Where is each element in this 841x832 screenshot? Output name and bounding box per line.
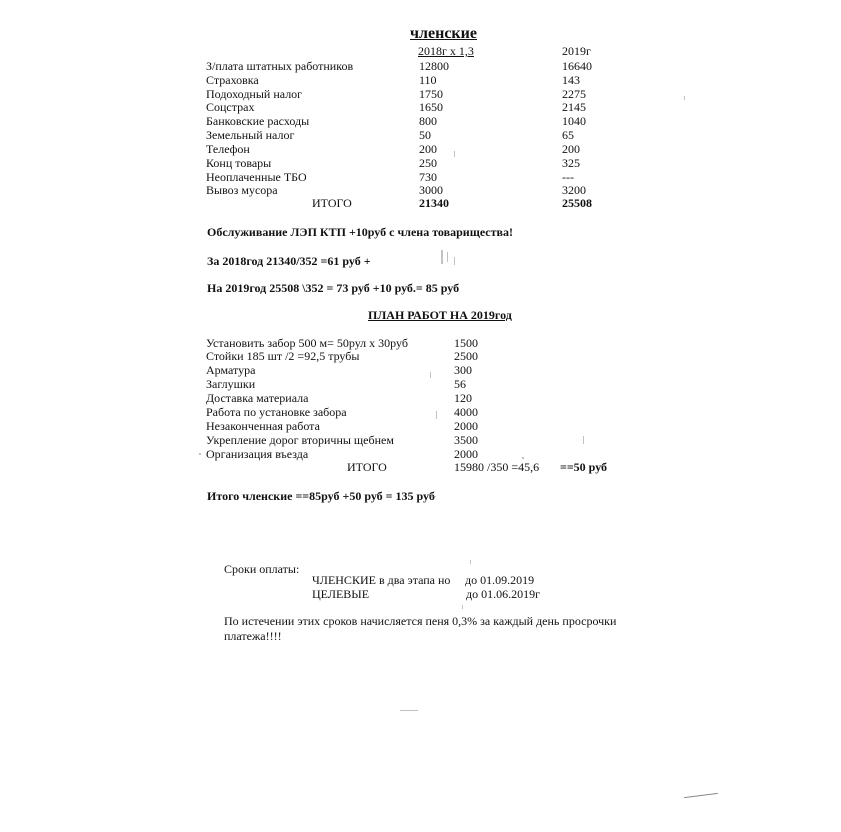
- expense-value-2018: 730: [419, 170, 437, 184]
- expense-label: Подоходный налог: [206, 87, 303, 101]
- note-2018-calculation: За 2018год 21340/352 =61 руб +: [207, 254, 371, 268]
- expense-value-2018: 250: [419, 156, 437, 170]
- plan-total-result: ==50 руб: [560, 460, 608, 474]
- plan-item-value: 300: [454, 363, 472, 377]
- payment-term-membership: ЧЛЕНСКИЕ в два этапа но: [312, 573, 451, 587]
- expense-value-2018: 800: [419, 114, 437, 128]
- plan-title: ПЛАН РАБОТ НА 2019год: [368, 308, 512, 322]
- scan-speck: [454, 151, 455, 157]
- plan-item-label: Стойки 185 шт /2 =92,5 трубы: [206, 349, 360, 363]
- expense-label: Соцстрах: [206, 100, 255, 114]
- scan-speck: [199, 453, 201, 455]
- expense-value-2018: 3000: [419, 183, 443, 197]
- scan-speck: [441, 250, 443, 264]
- expense-value-2019: 16640: [562, 59, 592, 73]
- plan-total-calculation: 15980 /350 =45,6: [454, 460, 540, 474]
- scan-speck: [430, 496, 436, 497]
- document-title: членские: [410, 25, 477, 42]
- expense-label: Неоплаченные ТБО: [206, 170, 307, 184]
- plan-item-label: Работа по установке забора: [206, 405, 347, 419]
- scan-mark: [684, 793, 718, 798]
- expense-value-2019: 65: [562, 128, 574, 142]
- expense-label: Страховка: [206, 73, 259, 87]
- scan-speck: [400, 710, 418, 711]
- expense-value-2019: 2145: [562, 100, 586, 114]
- note-lep-service: Обслуживание ЛЭП КТП +10руб с члена товарищества!: [207, 225, 514, 239]
- plan-item-label: Незаконченная работа: [206, 419, 320, 433]
- expense-value-2018: 200: [419, 142, 437, 156]
- plan-item-value: 2000: [454, 447, 478, 461]
- payment-terms-title: Сроки оплаты:: [224, 562, 300, 576]
- expense-value-2019: 3200: [562, 183, 586, 197]
- plan-item-label: Заглушки: [206, 377, 256, 391]
- payment-term-membership-date: до 01.09.2019: [465, 573, 535, 587]
- expense-total-2019: 25508: [562, 196, 592, 210]
- expense-value-2019: ---: [562, 170, 574, 184]
- plan-item-value: 1500: [454, 336, 478, 350]
- expense-total-label: ИТОГО: [312, 196, 352, 210]
- plan-item-label: Доставка материала: [206, 391, 309, 405]
- expense-label: Телефон: [206, 142, 250, 156]
- scan-speck: [447, 252, 448, 262]
- scan-speck: [522, 457, 524, 459]
- expense-value-2018: 1750: [419, 87, 443, 101]
- plan-item-value: 120: [454, 391, 472, 405]
- expense-label: Вывоз мусора: [206, 183, 278, 197]
- column-header-2019: 2019г: [562, 44, 591, 58]
- expense-label: Земельный налог: [206, 128, 295, 142]
- expense-value-2018: 50: [419, 128, 431, 142]
- scan-speck: [462, 605, 463, 609]
- note-2019-calculation: На 2019год 25508 \352 = 73 руб +10 руб.= 85 руб: [207, 281, 460, 295]
- expense-value-2018: 110: [419, 73, 437, 87]
- expense-label: Банковские расходы: [206, 114, 310, 128]
- scan-speck: [684, 96, 685, 100]
- plan-item-value: 56: [454, 377, 466, 391]
- expense-label: З/плата штатных работников: [206, 59, 354, 73]
- payment-term-target: ЦЕЛЕВЫЕ: [312, 587, 370, 601]
- plan-item-label: Арматура: [206, 363, 256, 377]
- expense-value-2019: 2275: [562, 87, 586, 101]
- plan-item-label: Установить забор 500 м= 50рул х 30руб: [206, 336, 408, 350]
- plan-item-value: 4000: [454, 405, 478, 419]
- payment-term-target-date: до 01.06.2019г: [466, 587, 541, 601]
- column-header-2018: 2018г х 1,3: [418, 44, 474, 58]
- plan-item-value: 2500: [454, 349, 478, 363]
- plan-item-value: 2000: [454, 419, 478, 433]
- plan-item-label: Укрепление дорог вторичны щебнем: [206, 433, 394, 447]
- expense-value-2019: 143: [562, 73, 580, 87]
- scan-speck: [436, 411, 437, 419]
- expense-value-2019: 200: [562, 142, 580, 156]
- plan-item-label: Организация въезда: [206, 447, 309, 461]
- expense-value-2018: 1650: [419, 100, 443, 114]
- plan-total-label: ИТОГО: [347, 460, 387, 474]
- expense-value-2019: 325: [562, 156, 580, 170]
- scan-speck: [430, 372, 431, 378]
- scan-speck: [583, 436, 584, 444]
- expense-value-2018: 12800: [419, 59, 449, 73]
- scan-speck: [454, 257, 455, 265]
- plan-item-value: 3500: [454, 433, 478, 447]
- expense-total-2018: 21340: [419, 196, 449, 210]
- penalty-notice-line-1: По истечении этих сроков начисляется пеня 0,3% за каждый день просрочки: [224, 614, 617, 628]
- expense-value-2019: 1040: [562, 114, 586, 128]
- expense-label: Конц товары: [206, 156, 272, 170]
- scan-speck: [470, 560, 471, 564]
- penalty-notice-line-2: платежа!!!!: [224, 629, 282, 643]
- total-membership-fee: Итого членские ==85руб +50 руб = 135 руб: [207, 489, 435, 503]
